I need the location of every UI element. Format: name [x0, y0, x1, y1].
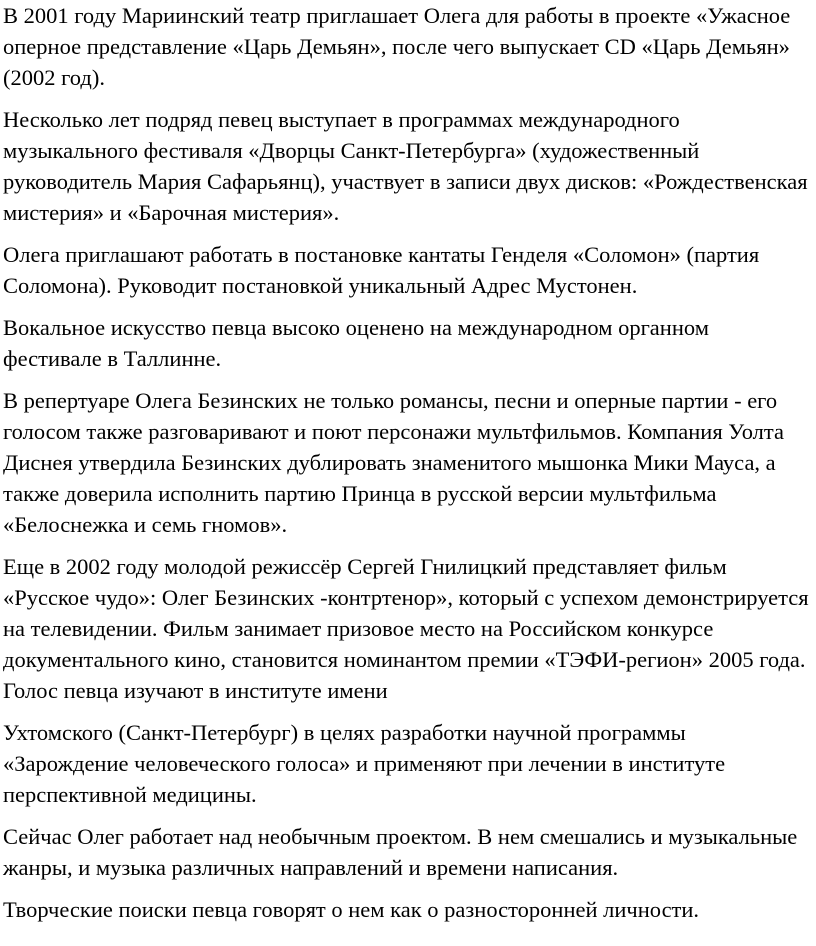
paragraph-ukhtomsky: Ухтомского (Санкт-Петербург) в целях разработки научной программы «Зарождение человеческого голоса» и применяют при лечении в институте перспективной медицины. [3, 720, 726, 807]
paragraph-repertoire: В репертуаре Олега Безинских не только романсы, песни и оперные партии - его голосом также разговаривают и поют персонажи мультфильмов. Компания Уолта Диснея утвердила Безинских дублировать знаменитого мышонка Мики Мауса, а также доверила исполнить партию Принца в русской версии мультфильма «Белоснежка и семь гномов». [3, 388, 784, 537]
paragraph-mariinsky: В 2001 году Мариинский театр приглашает Олега для работы в проекте «Ужасное оперное представление «Царь Демьян», после чего выпускает CD «Царь Демьян» (2002 год). [3, 3, 791, 90]
paragraph-solomon: Олега приглашают работать в постановке кантаты Генделя «Соломон» (партия Соломона). Руководит постановкой уникальный Адрес Мустонен. [3, 242, 760, 298]
paragraph-project: Сейчас Олег работает над необычным проектом. В нем смешались и музыкальные жанры, и музыка различных направлений и времени написания. [3, 824, 798, 880]
paragraph-conclusion: Творческие поиски певца говорят о нем как о разносторонней личности. [3, 897, 700, 922]
paragraph-tallinn: Вокальное искусство певца высоко оценено на международном органном фестивале в Таллинне. [3, 315, 709, 371]
paragraph-film: Еще в 2002 году молодой режиссёр Сергей Гнилицкий представляет фильм «Русское чудо»: Олег Безинских -контртенор», который с успехом демонстрируется на телевидении. Фильм занимает призовое место на Российском конкурсе документального кино, становится номинантом премии «ТЭФИ-регион» 2005 года. Голос певца изучают в институте имени [3, 554, 809, 703]
document-body [3, 0, 813, 936]
paragraph-festival: Несколько лет подряд певец выступает в программах международного музыкального фестиваля «Дворцы Санкт-Петербурга» (художественный руководитель Мария Сафарьянц), участвует в записи двух дисков: «Рождественская мистерия» и «Барочная мистерия». [3, 107, 808, 225]
